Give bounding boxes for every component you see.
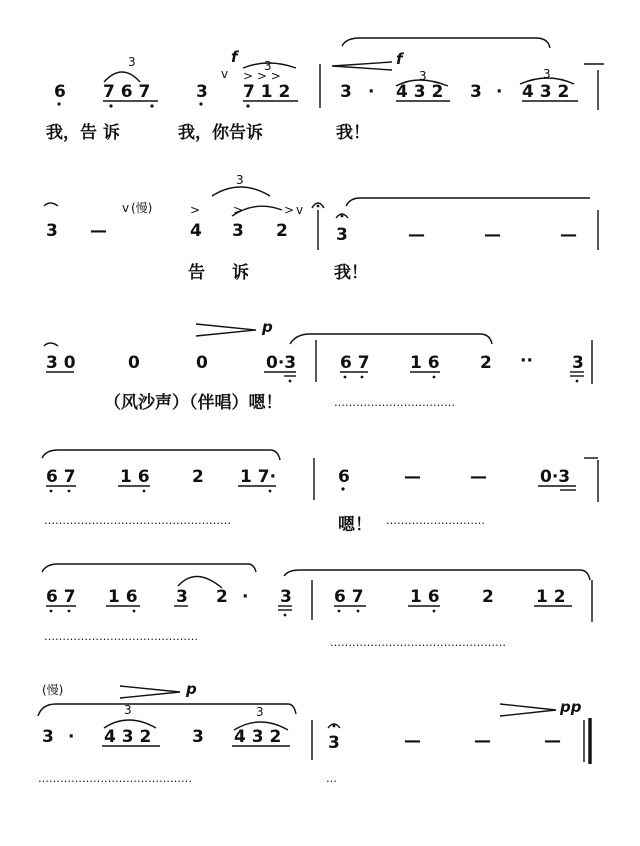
lyric: 诉 bbox=[232, 263, 249, 283]
dynamic-f: f bbox=[396, 50, 403, 68]
tuplet-mark: 3 bbox=[543, 67, 551, 81]
note: 2 bbox=[276, 221, 288, 241]
breath-mark: v bbox=[221, 67, 229, 81]
note: 3 bbox=[572, 353, 584, 373]
tuplet-mark: 3 bbox=[124, 703, 132, 717]
lyric: 嗯！ bbox=[338, 515, 372, 535]
note: 2 bbox=[480, 353, 492, 373]
tuplet-mark: 3 bbox=[264, 59, 272, 73]
dynamic-p: p bbox=[186, 680, 197, 698]
note-group: 4 3 2 bbox=[104, 727, 152, 747]
note: 3 bbox=[176, 587, 188, 607]
note-group: 7 1 2 bbox=[243, 82, 291, 102]
lyric-dots: …………………………………………… bbox=[44, 514, 231, 527]
dot: · bbox=[368, 82, 375, 102]
dot: · bbox=[496, 82, 503, 102]
tuplet-arc bbox=[212, 187, 270, 196]
lyric-dots: … bbox=[326, 772, 337, 785]
hairpin bbox=[500, 704, 556, 716]
accent: > bbox=[233, 203, 244, 217]
dash: — bbox=[404, 467, 421, 487]
lyric: （风沙声）（伴唱）嗯！ bbox=[104, 393, 283, 413]
dot: · bbox=[242, 587, 249, 607]
accent-marks: > > > bbox=[243, 69, 281, 83]
lyric: 我！ bbox=[336, 123, 370, 143]
dash: — bbox=[560, 225, 577, 245]
note-group: 3 0 bbox=[46, 353, 76, 373]
note-group: 1 6 bbox=[120, 467, 150, 487]
phrase-bracket bbox=[290, 334, 492, 344]
note: 3 bbox=[336, 225, 348, 245]
note-group: 1 6 bbox=[108, 587, 138, 607]
note: 3 bbox=[232, 221, 244, 241]
note-group: 6 7 bbox=[46, 587, 76, 607]
phrase-bracket bbox=[342, 38, 550, 48]
tuplet-mark: 3 bbox=[256, 705, 264, 719]
note: 4 bbox=[190, 221, 202, 241]
note-group: 6 7 bbox=[334, 587, 364, 607]
note: 2 bbox=[482, 587, 494, 607]
lyric-dots: ………………………………………… bbox=[330, 636, 506, 649]
lyric-dots: …………………………………… bbox=[44, 630, 198, 643]
dash: — bbox=[484, 225, 501, 245]
note-group: 0·3 bbox=[540, 467, 571, 487]
note-group: 7 6 7 bbox=[103, 82, 151, 102]
phrase-bracket bbox=[42, 450, 280, 460]
note-group: 6 7 bbox=[46, 467, 76, 487]
phrase-bracket bbox=[346, 198, 590, 206]
accent: > bbox=[284, 203, 295, 217]
note-group: 4 3 2 bbox=[396, 82, 444, 102]
note: 6 bbox=[54, 82, 66, 102]
dot: · bbox=[68, 727, 75, 747]
breath-mark: v bbox=[296, 203, 304, 217]
dynamic-pp: pp bbox=[560, 698, 582, 716]
note-group: 1 6 bbox=[410, 587, 440, 607]
note: 3 bbox=[42, 727, 54, 747]
note-group: 4 3 2 bbox=[522, 82, 570, 102]
tie-mark bbox=[44, 343, 58, 346]
dash: — bbox=[544, 731, 561, 751]
phrase-bracket bbox=[284, 570, 590, 580]
note-group: 1 2 bbox=[536, 587, 566, 607]
accent: > bbox=[190, 203, 201, 217]
lyric-dots: ……………………… bbox=[386, 514, 485, 527]
hairpin bbox=[120, 686, 180, 698]
octave-dot bbox=[57, 102, 60, 105]
tie-mark bbox=[44, 203, 58, 206]
dot: ·· bbox=[520, 351, 533, 371]
lyric: 告 bbox=[188, 263, 205, 283]
lyric-dots: …………………………………… bbox=[38, 772, 192, 785]
tempo-mark: (慢) bbox=[42, 683, 64, 697]
note: 0 bbox=[196, 353, 208, 373]
lyric: 我！ bbox=[334, 263, 368, 283]
note: 3 bbox=[280, 587, 292, 607]
note-group: 1 7· bbox=[240, 467, 277, 487]
dynamic-p: p bbox=[262, 318, 273, 336]
note: 6 bbox=[338, 467, 350, 487]
hairpin bbox=[196, 324, 256, 336]
note: 3 bbox=[192, 727, 204, 747]
tuplet-mark: 3 bbox=[128, 55, 136, 69]
lyric: 我，告 诉 bbox=[46, 123, 120, 143]
dash: — bbox=[404, 731, 421, 751]
note-group: 4 3 2 bbox=[234, 727, 282, 747]
breath-mark: v bbox=[122, 201, 130, 215]
lyric: 我，你告诉 bbox=[178, 123, 263, 143]
note: 0 bbox=[128, 353, 140, 373]
dynamic-f: f bbox=[231, 48, 238, 66]
dash: — bbox=[408, 225, 425, 245]
lyric-dots: …………………………… bbox=[334, 396, 455, 409]
dash: — bbox=[474, 731, 491, 751]
slur bbox=[104, 72, 140, 82]
dash: — bbox=[90, 221, 107, 241]
note: 3 bbox=[196, 82, 208, 102]
phrase-bracket bbox=[42, 564, 256, 572]
note-group: 0·3 bbox=[266, 353, 297, 373]
tempo-mark: (慢) bbox=[131, 201, 153, 215]
note: 3 bbox=[340, 82, 352, 102]
note: 2 bbox=[192, 467, 204, 487]
note: 3 bbox=[328, 733, 340, 753]
tuplet-mark: 3 bbox=[236, 173, 244, 187]
note: 3 bbox=[470, 82, 482, 102]
note: 3 bbox=[46, 221, 58, 241]
note: 2 bbox=[216, 587, 228, 607]
note-group: 6 7 bbox=[340, 353, 370, 373]
hairpin bbox=[332, 62, 392, 70]
tuplet-mark: 3 bbox=[419, 69, 427, 83]
dash: — bbox=[470, 467, 487, 487]
note-group: 1 6 bbox=[410, 353, 440, 373]
